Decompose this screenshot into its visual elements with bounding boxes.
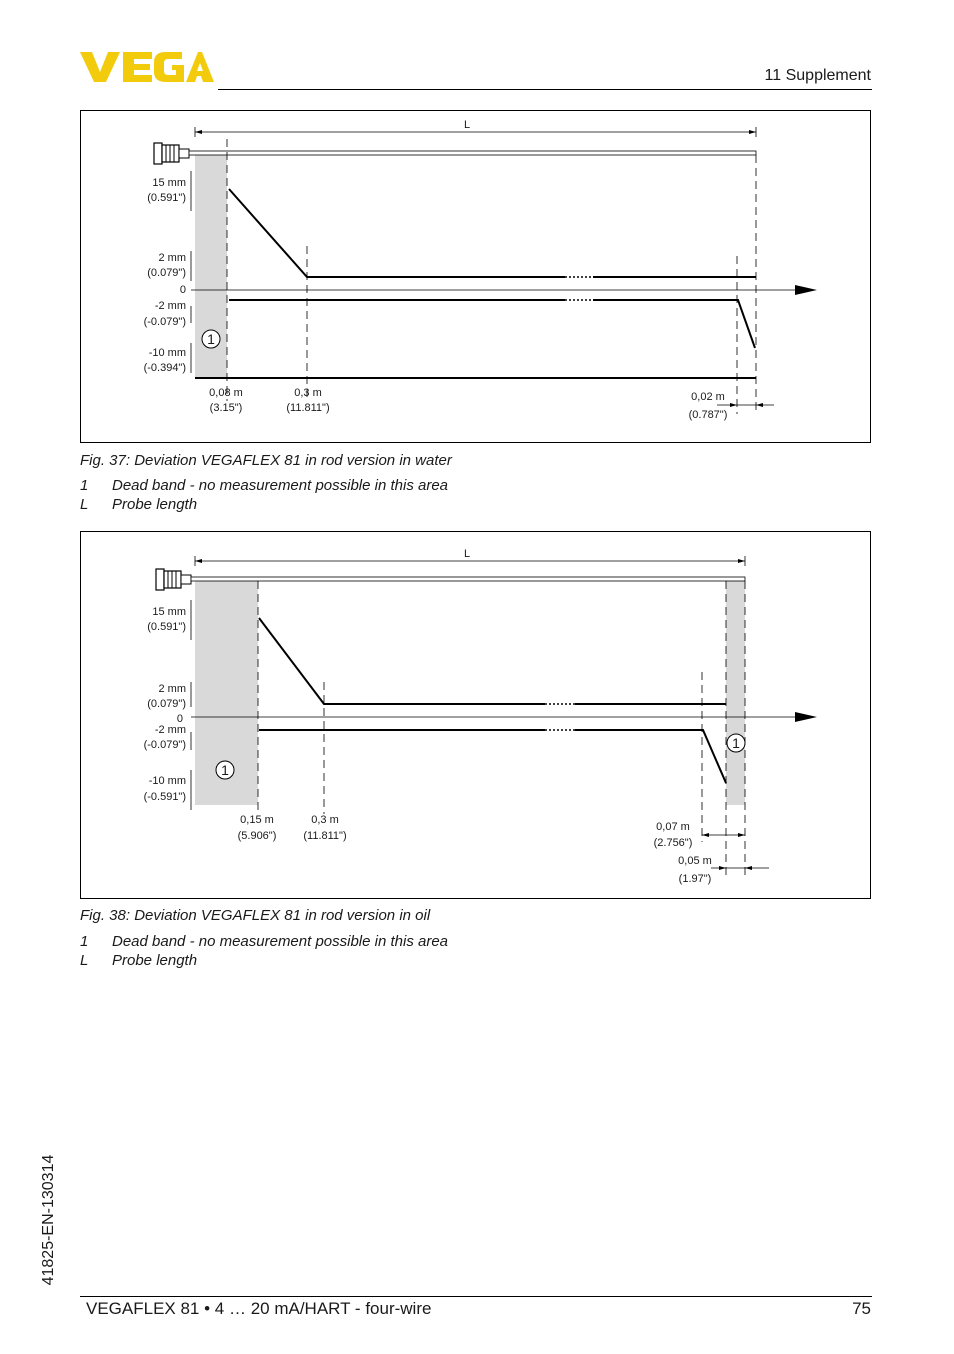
y-label-2mm-inch: (0.079") [147,267,186,279]
figure-38-legend-L: L Probe length [80,952,198,969]
upper-deviation-line [259,618,545,704]
x-label-002m: 0,02 m [691,391,725,403]
x-label-008m-inch: (3.15") [209,402,243,414]
length-label: L [463,119,471,131]
y-label-neg2mm: -2 mm [154,300,186,312]
figure-38-frame [80,531,871,899]
x-label-005m-inch: (1.97") [678,873,712,885]
x-label-008m: 0,08 m [209,387,243,399]
x-label-007m: 0,07 m [656,821,690,833]
figure-37-caption: Fig. 37: Deviation VEGAFLEX 81 in rod version in water [80,452,452,469]
y-label-2mm-inch: (0.079") [147,698,186,710]
y-label-neg2mm: -2 mm [154,724,186,736]
length-label: L [463,548,471,560]
svg-text:1: 1 [732,735,740,751]
x-label-03m-inch: (11.811") [286,402,330,414]
footer-rule [80,1296,872,1297]
y-label-15mm-inch: (0.591") [147,192,186,204]
figure-37-legend-1: 1 Dead band - no measurement possible in this area [80,477,449,494]
figure-37-diagram [81,111,872,444]
header-rule [218,89,872,90]
x-label-005m: 0,05 m [678,855,712,867]
figure-38-caption: Fig. 38: Deviation VEGAFLEX 81 in rod version in oil [80,907,431,924]
x-label-03m-inch: (11.811") [303,830,347,842]
x-label-015m: 0,15 m [240,814,274,826]
figure-37-frame [80,110,871,443]
x-label-015m-inch: (5.906") [237,830,277,842]
y-label-15mm: 15 mm [152,606,186,618]
section-title: 11 Supplement [764,67,871,84]
svg-text:1: 1 [207,331,215,347]
figure-38-legend-1: 1 Dead band - no measurement possible in this area [80,933,449,950]
dead-band-marker-end [727,734,745,752]
y-label-15mm: 15 mm [152,177,186,189]
vega-logo [80,50,214,84]
page-number: 75 [852,1299,871,1318]
y-label-neg10mm-inch: (-0.591") [143,791,186,803]
dead-band-marker-top [216,761,234,779]
x-label-03m: 0,3 m [294,387,322,399]
figure-38-diagram [81,532,872,900]
y-label-neg2mm-inch: (-0.079") [143,316,186,328]
probe-icon [154,143,756,164]
figure-37-legend-L: L Probe length [80,496,198,513]
footer-title: VEGAFLEX 81 • 4 … 20 mA/HART - four-wire [86,1299,432,1318]
y-label-zero: 0 [179,284,186,296]
x-label-002m-inch: (0.787") [688,409,728,421]
upper-deviation-line [229,189,565,277]
x-label-03m: 0,3 m [311,814,339,826]
svg-text:1: 1 [221,762,229,778]
y-label-15mm-inch: (0.591") [147,621,186,633]
y-label-neg10mm-inch: (-0.394") [143,362,186,374]
y-label-2mm: 2 mm [158,252,186,264]
x-label-007m-inch: (2.756") [653,837,693,849]
y-label-neg10mm: -10 mm [148,775,186,787]
y-label-neg2mm-inch: (-0.079") [143,739,186,751]
dead-band-area-end [726,581,745,805]
document-number: 41825-EN-130314 [40,1154,57,1286]
y-label-2mm: 2 mm [158,683,186,695]
dead-band-marker [202,330,220,348]
y-label-neg10mm: -10 mm [148,347,186,359]
y-label-zero: 0 [176,713,183,725]
